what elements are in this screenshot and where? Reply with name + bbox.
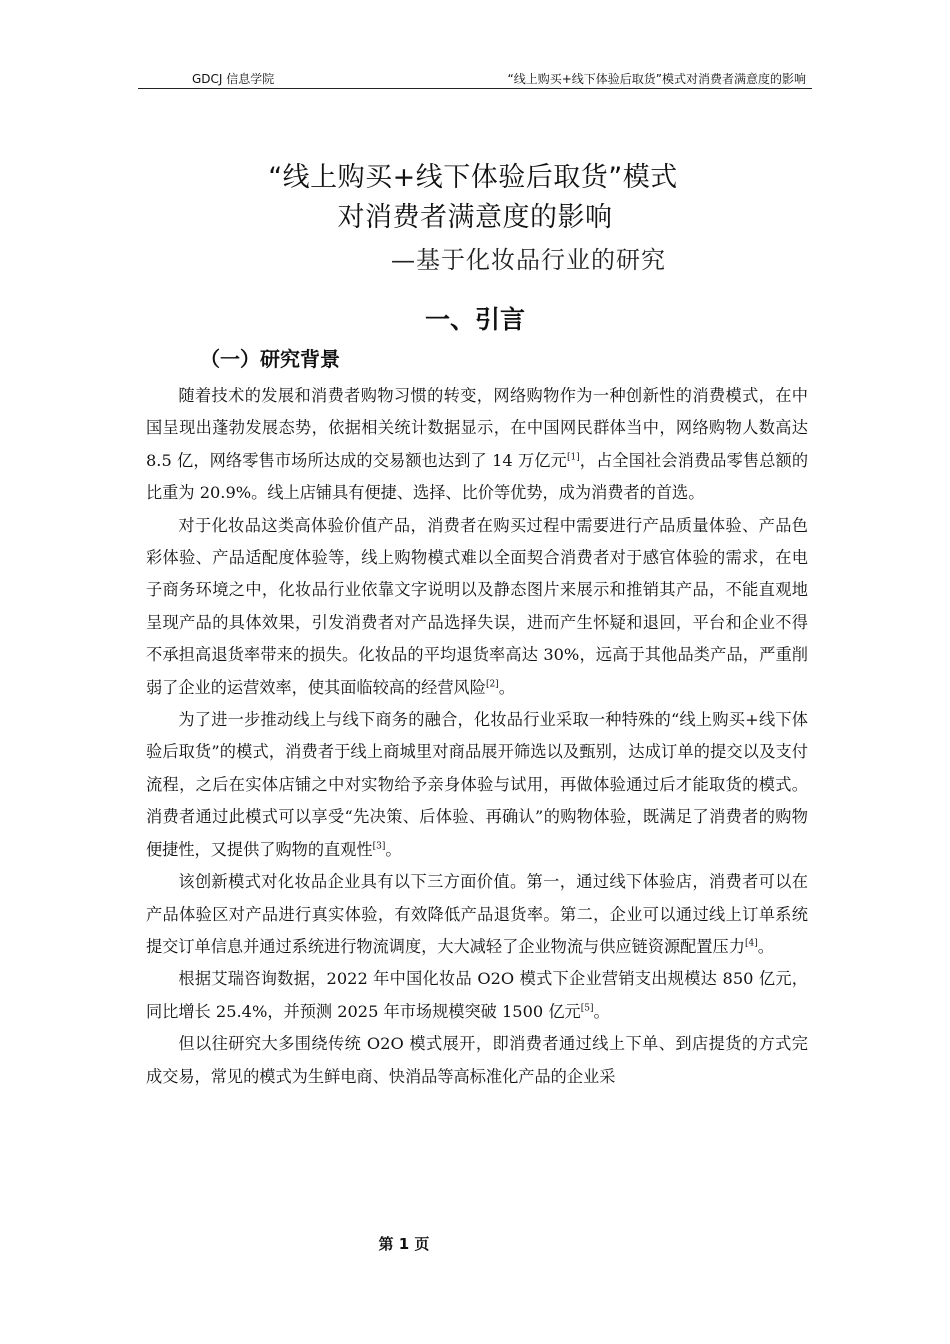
paragraph-text: 根据艾瑞咨询数据，2022 年中国化妆品 O2O 模式下企业营销支出规模达 850 亿元，同比增长 25.4%，并预测 2025 年市场规模突破 1500 亿元 [146, 969, 808, 1021]
paragraph-text: 为了进一步推动线上与线下商务的融合，化妆品行业采取一种特殊的“线上购买+线下体验后取货”的模式，消费者于线上商城里对商品展开筛选以及甄别，达成订单的提交以及支付流程，之后在实体店铺之中对实物给予亲身体验与试用，再做体验通过后才能取货的模式。消费者通过此模式可以享受“先决策、后体验、再确认”的购物体验，既满足了消费者的购物便捷性，又提供了购物的直观性 [146, 710, 808, 859]
citation: [5] [580, 1003, 594, 1014]
citation: [3] [372, 841, 386, 852]
paragraph-text: 但以往研究大多围绕传统 O2O 模式展开，即消费者通过线上下单、到店提货的方式完成交易，常见的模式为生鲜电商、快消品等高标准化产品的企业采 [146, 1034, 808, 1086]
paragraph [146, 510, 808, 704]
paper-title [0, 158, 950, 238]
paragraph [146, 866, 808, 963]
subsection-heading: （一）研究背景 [200, 347, 340, 371]
header-paper-title: “线上购买+线下体验后取货”模式对消费者满意度的影响 [507, 72, 806, 86]
paragraph [146, 963, 808, 1028]
citation: [2] [485, 679, 499, 690]
citation: [4] [744, 938, 758, 949]
paragraph-text: 该创新模式对化妆品企业具有以下三方面价值。第一，通过线下体验店，消费者可以在产品体验区对产品进行真实体验，有效降低产品退货率。第二，企业可以通过线上订单系统提交订单信息并通过系统进行物流调度，大大减轻了企业物流与供应链资源配置压力 [146, 872, 808, 956]
title-line-1: “线上购买+线下体验后取货”模式 [268, 162, 678, 193]
paragraph [146, 704, 808, 866]
section-heading: 一、引言 [424, 305, 525, 334]
paragraph-text: ，占全国社会消费品零售总额的比重为 20.9%。线上店铺具有便捷、选择、比价等优势，成为消费者的首选。 [146, 450, 809, 503]
paragraph [146, 380, 808, 510]
header-divider [138, 88, 812, 89]
paragraph-text: 。 [385, 839, 402, 859]
page-number: 第 1 页 [378, 1235, 430, 1253]
paragraph-text: 随着技术的发展和消费者购物习惯的转变，网络购物作为一种创新性的消费模式，在中国呈现出蓬勃发展态势，依据相关统计数据显示，在中国网民群体当中，网络购物人数高达 8.5 亿，网络零售市场所达成的交易额也达到了 14 万亿元 [146, 386, 808, 470]
body-text [146, 380, 808, 1093]
paragraph-text: 。 [498, 677, 515, 697]
citation: [1] [566, 452, 580, 463]
page-footer [0, 1233, 950, 1254]
paragraph-text: 对于化妆品这类高体验价值产品，消费者在购买过程中需要进行产品质量体验、产品色彩体验、产品适配度体验等，线上购物模式难以全面契合消费者对于感官体验的需求，在电子商务环境之中，化妆品行业依靠文字说明以及静态图片来展示和推销其产品，不能直观地呈现产品的具体效果，引发消费者对产品选择失误，进而产生怀疑和退回，平台和企业不得不承担高退货率带来的损失。化妆品的平均退货率高达 30%，远高于其他品类产品，严重削弱了企业的运营效率，使其面临较高的经营风险 [146, 515, 808, 697]
title-line-2: 对消费者满意度的影响 [337, 202, 613, 233]
header-institution: GDCJ 信息学院 [192, 72, 275, 86]
paragraph-text: 。 [593, 1001, 610, 1021]
paragraph-text: 。 [757, 936, 774, 956]
paragraph [146, 1028, 808, 1093]
paper-subtitle: —基于化妆品行业的研究 [391, 246, 666, 274]
